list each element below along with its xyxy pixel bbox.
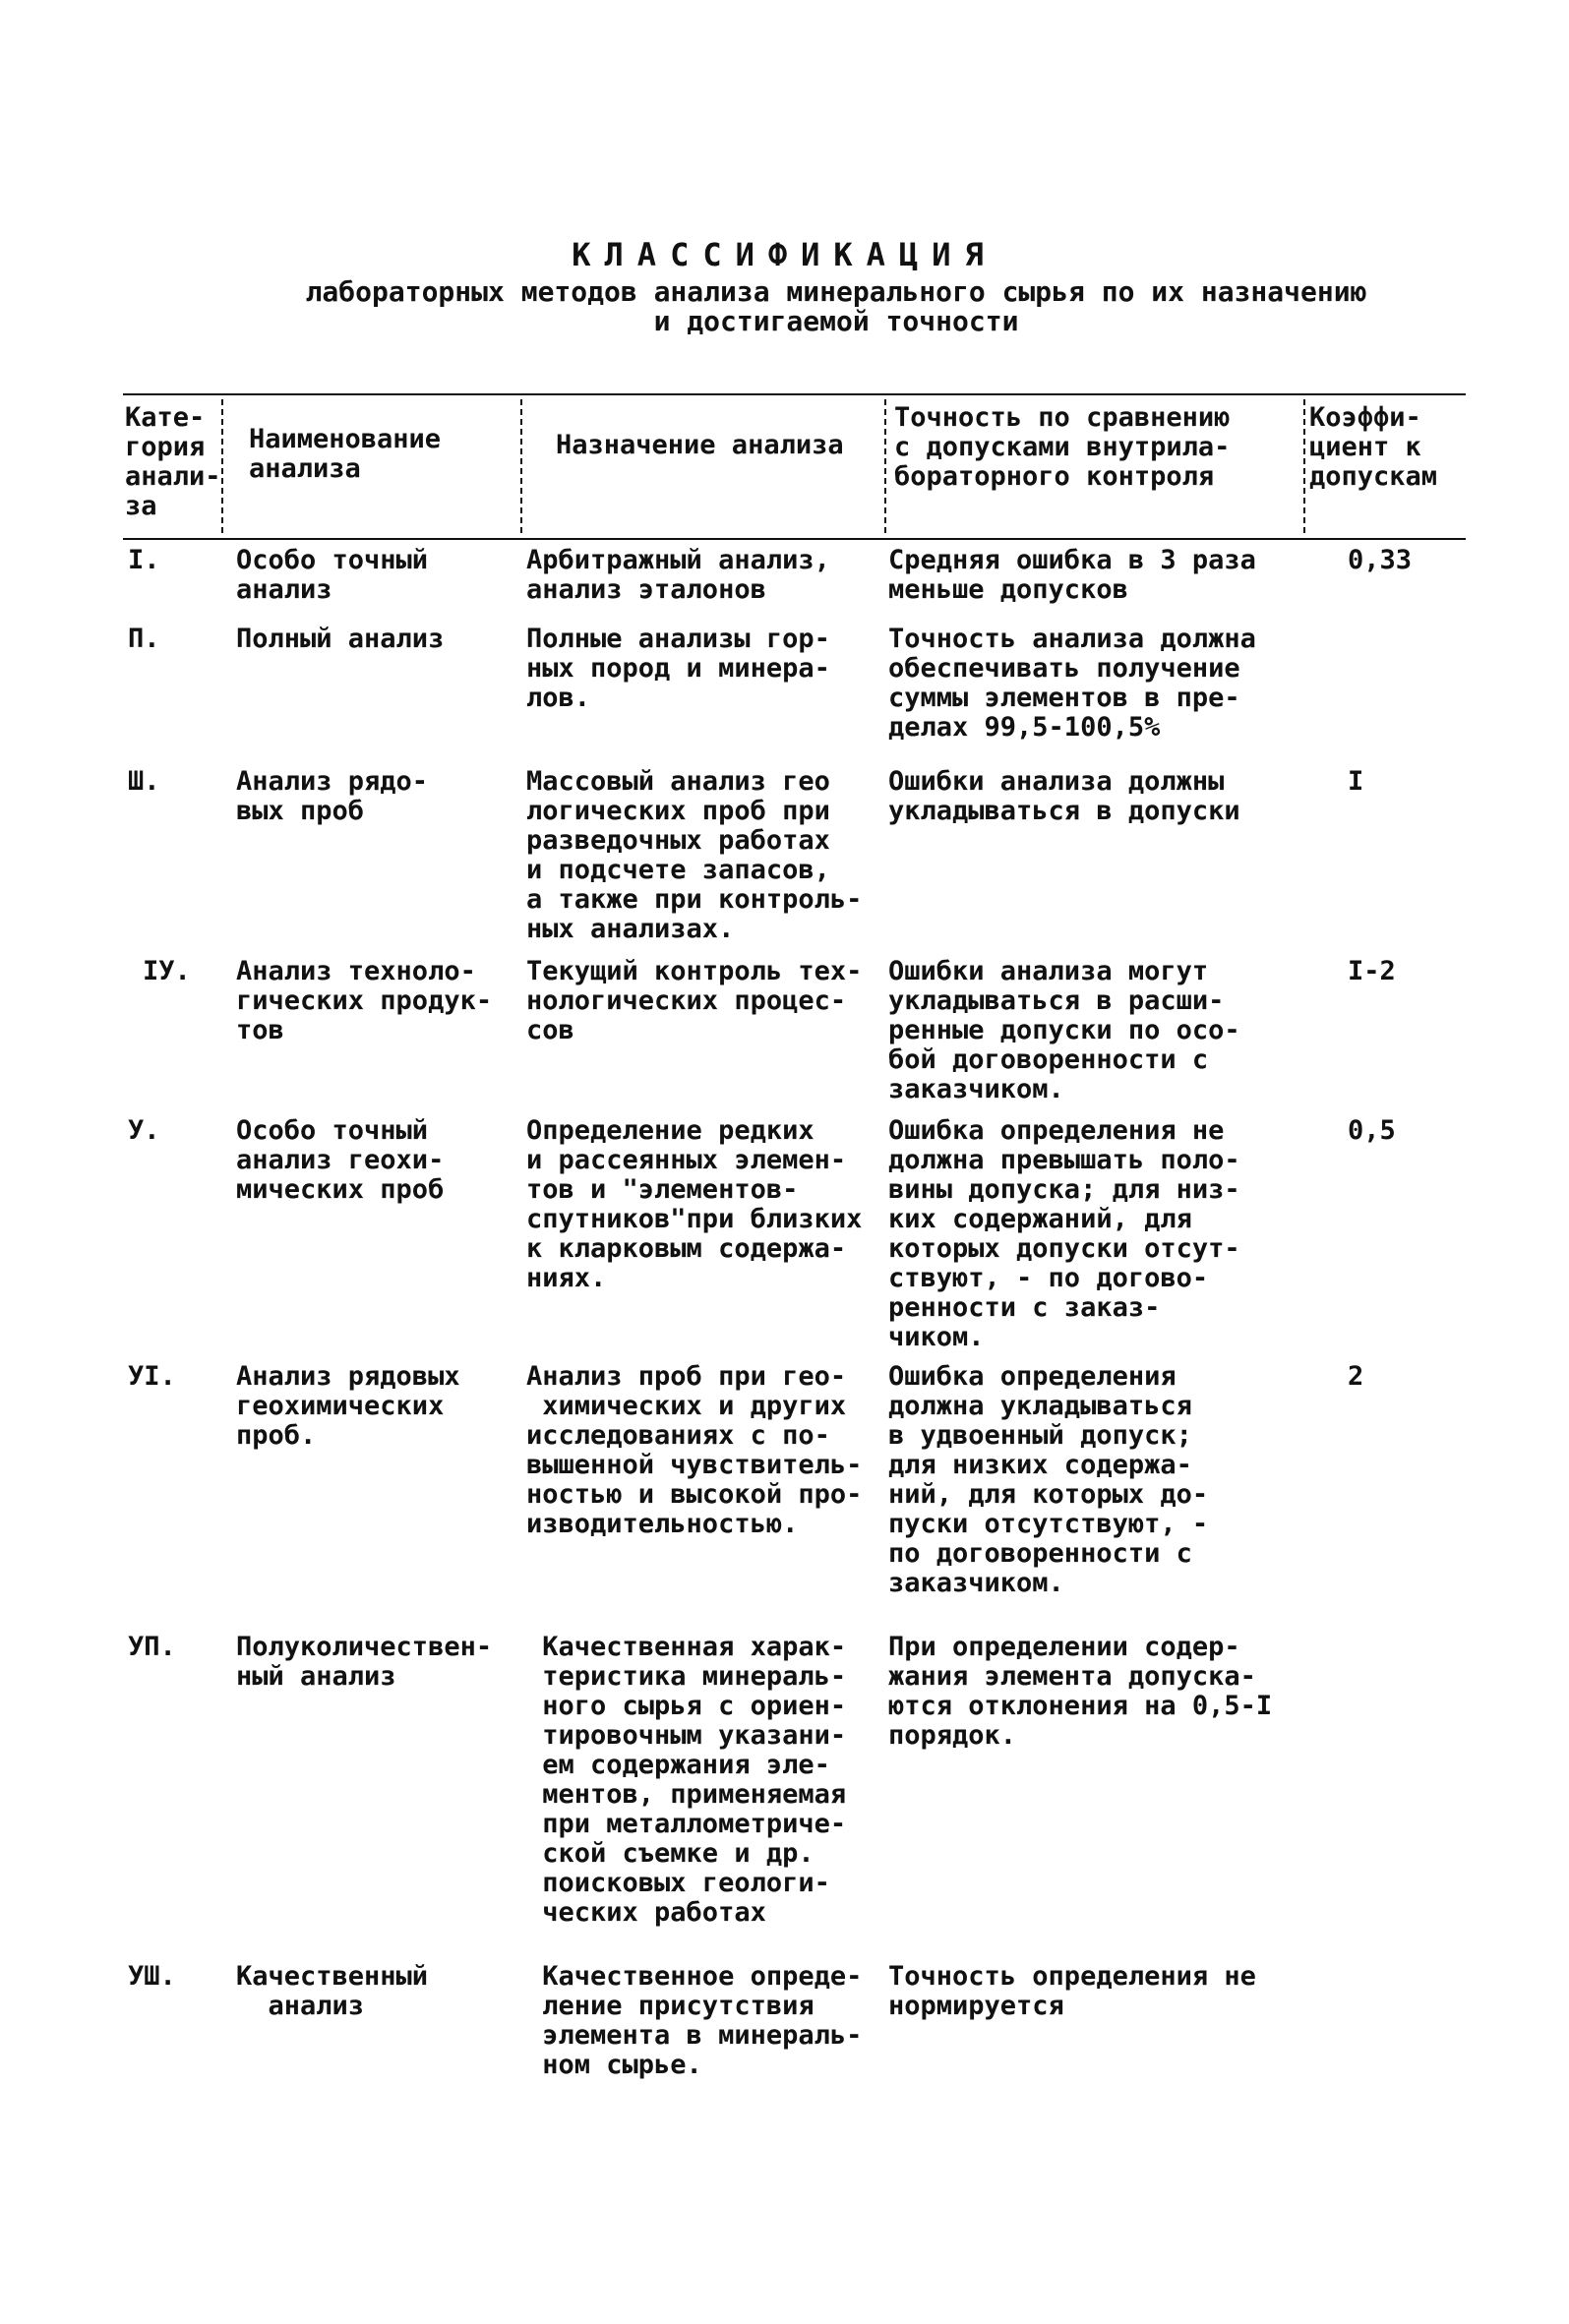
cell-accuracy: Ошибка определения должна укладываться в удвоенный допуск; для низких содержа- ний, для которых до- пуски отсутствуют, - по договоренности с заказчиком.	[888, 1361, 1209, 1598]
column-divider	[1303, 399, 1305, 533]
cell-coefficient: 0,5	[1348, 1115, 1396, 1146]
cell-accuracy: Ошибка определения не должна превышать поло- вины допуска; для низ- ких содержаний, для которых допуски отсут- ствуют, - по догово- ренности с заказ- чиком.	[888, 1115, 1240, 1352]
table-header	[123, 393, 1466, 540]
cell-category: IУ.	[143, 956, 191, 986]
column-divider	[884, 399, 886, 533]
cell-coefficient: I-2	[1348, 956, 1396, 986]
cell-purpose: Анализ проб при гео- химических и других исследованиях с по- вышенной чувствитель- ностью и высокой про- изводительностью.	[526, 1361, 863, 1539]
cell-name: Анализ рядо- вых проб	[236, 766, 429, 826]
cell-accuracy: Средняя ошибка в 3 раза меньше допусков	[888, 545, 1256, 605]
cell-accuracy: Ошибки анализа могут укладываться в расши- ренные допуски по осо- бой договоренности с заказчиком.	[888, 956, 1240, 1104]
header-accuracy: Точность по сравнению с допусками внутрила- бораторного контроля	[894, 402, 1231, 492]
cell-category: I.	[128, 545, 160, 575]
cell-name: Особо точный анализ	[236, 545, 429, 605]
cell-name: Полуколичествен- ный анализ	[236, 1632, 493, 1692]
cell-name: Особо точный анализ геохи- мических проб	[236, 1115, 445, 1205]
document-title: КЛАССИФИКАЦИЯ	[572, 236, 997, 273]
cell-purpose: Полные анализы гор- ных пород и минера- лов.	[526, 624, 830, 713]
column-divider	[520, 399, 522, 533]
cell-category: У.	[128, 1115, 160, 1146]
cell-accuracy: Ошибки анализа должны укладываться в допуски	[888, 766, 1240, 826]
cell-purpose: Качественная харак- теристика минераль- ного сырья с ориен- тировочным указани- ем содержания эле- ментов, применяемая при металлометриче- ской съемке и др. поисковых геологи- ческих работах	[542, 1632, 847, 1928]
cell-purpose: Арбитражный анализ, анализ эталонов	[526, 545, 830, 605]
cell-accuracy: Точность анализа должна обеспечивать получение суммы элементов в пре- делах 99,5-100,5%	[888, 624, 1256, 743]
cell-category: УП.	[128, 1632, 176, 1662]
cell-purpose: Качественное опреде- ление присутствия элемента в минераль- ном сырье.	[542, 1961, 863, 2080]
header-category: Кате- гория анали- за	[125, 402, 221, 521]
document-subtitle: лабораторных методов анализа минерального сырья по их назначению и достигаемой точности	[305, 275, 1367, 337]
cell-name: Качественный анализ	[236, 1961, 429, 2021]
cell-category: УШ.	[128, 1961, 176, 1992]
cell-purpose: Массовый анализ гео логических проб при разведочных работах и подсчете запасов, а также при контроль- ных анализах.	[526, 766, 863, 944]
cell-coefficient: 0,33	[1348, 545, 1413, 575]
cell-coefficient: I	[1348, 766, 1364, 797]
cell-name: Анализ техноло- гических продук- тов	[236, 956, 493, 1045]
cell-name: Полный анализ	[236, 624, 445, 654]
cell-accuracy: Точность определения не нормируется	[888, 1961, 1256, 2021]
cell-purpose: Определение редких и рассеянных элемен- тов и "элементов- спутников"при близких к кларковым содержа- ниях.	[526, 1115, 863, 1293]
cell-coefficient: 2	[1348, 1361, 1364, 1392]
cell-name: Анализ рядовых геохимических проб.	[236, 1361, 460, 1451]
cell-purpose: Текущий контроль тех- нологических процес- сов	[526, 956, 863, 1045]
header-purpose: Назначение анализа	[556, 430, 844, 460]
cell-category: П.	[128, 624, 160, 654]
column-divider	[221, 399, 223, 533]
cell-accuracy: При определении содер- жания элемента допуска- ются отклонения на 0,5-I порядок.	[888, 1632, 1273, 1751]
cell-category: УI.	[128, 1361, 176, 1392]
header-name: Наименование анализа	[249, 424, 442, 484]
header-coefficient: Коэффи- циент к допускам	[1309, 402, 1438, 492]
cell-category: Ш.	[128, 766, 160, 797]
